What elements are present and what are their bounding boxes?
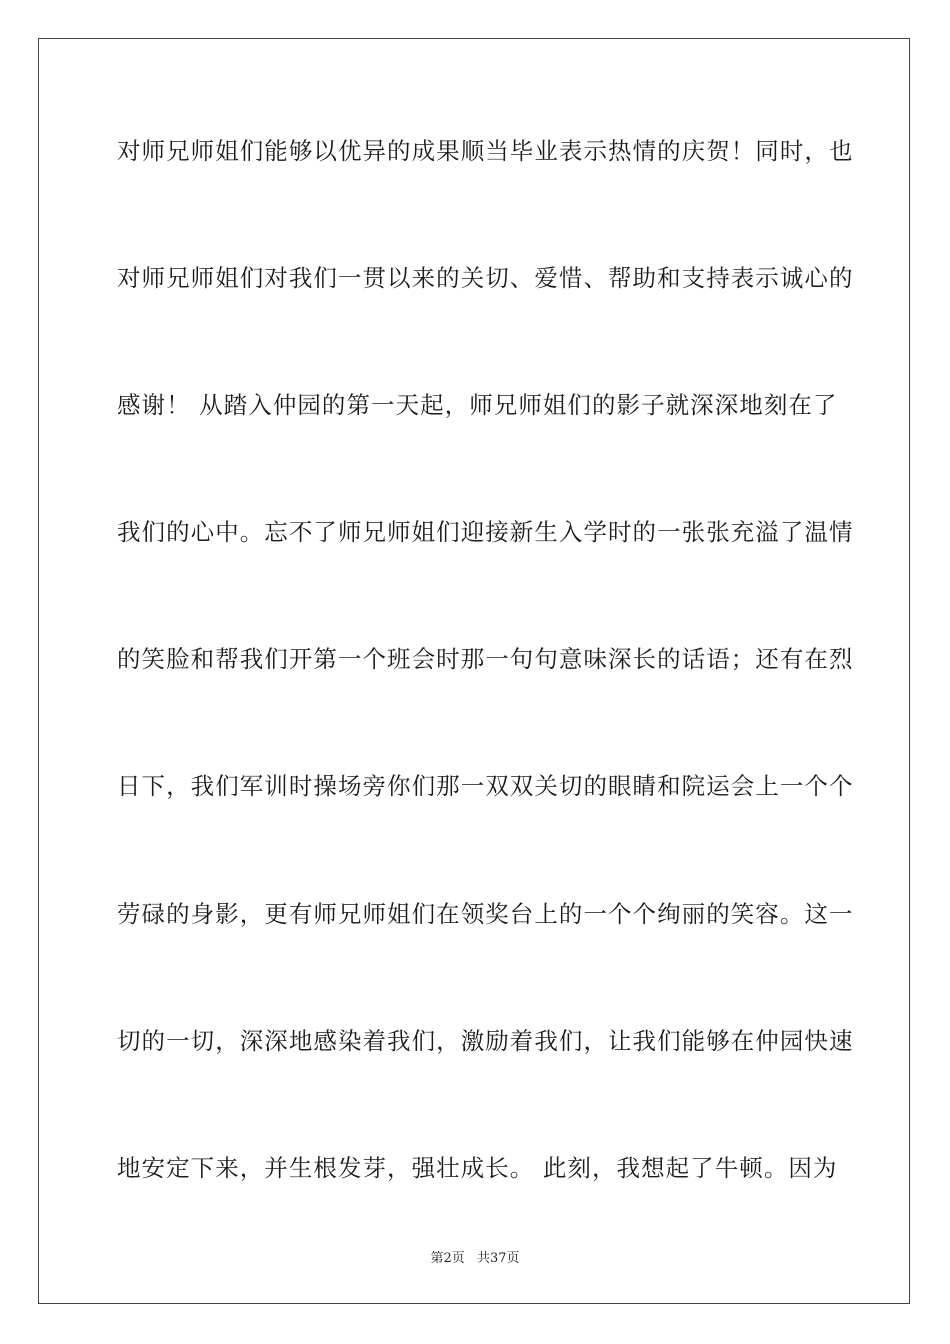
document-body (117, 131, 854, 1275)
text-line: 日下，我们军训时操场旁你们那一双双关切的眼睛和院运会上一个个 (117, 772, 854, 801)
page-number: 第2页 (430, 1251, 465, 1266)
text-line: 对师兄师姐们能够以优异的成果顺当毕业表示热情的庆贺！同时，也 (117, 137, 854, 165)
text-line: 对师兄师姐们对我们一贯以来的关切、爱惜、帮助和支持表示诚心的 (117, 264, 854, 293)
text-line: 切的一切，深深地感染着我们，激励着我们，让我们能够在仲园快速 (117, 1026, 854, 1055)
text-line: 感谢！ 从踏入仲园的第一天起，师兄师姐们的影子就深深地刻在了 (117, 391, 838, 420)
text-line: 的笑脸和帮我们开第一个班会时那一句句意味深长的话语；还有在烈 (117, 645, 854, 674)
page-total: 共37页 (476, 1251, 520, 1266)
text-line: 我们的心中。忘不了师兄师姐们迎接新生入学时的一张张充溢了温情 (117, 518, 854, 547)
text-line: 劳碌的身影，更有师兄师姐们在领奖台上的一个个绚丽的笑容。这一 (117, 899, 854, 928)
page-footer (0, 1247, 950, 1266)
text-line: 地安定下来，并生根发芽，强壮成长。 此刻，我想起了牛顿。因为 (117, 1153, 838, 1182)
